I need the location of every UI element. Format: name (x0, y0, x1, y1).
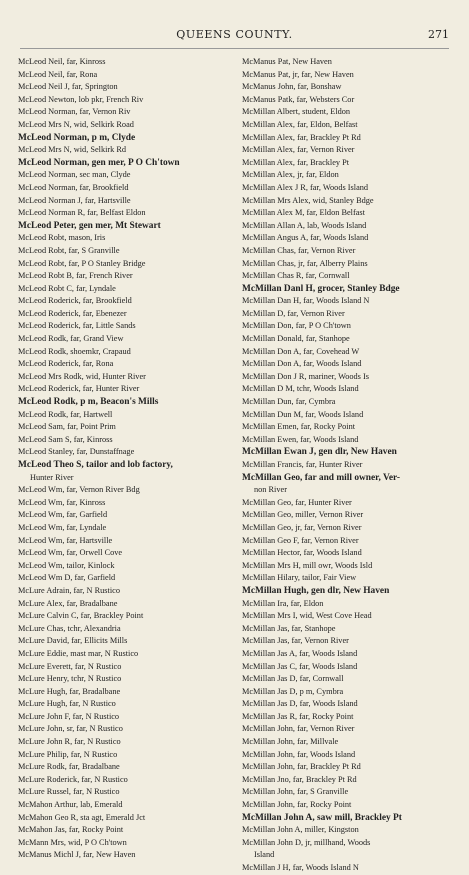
directory-entry: McLeod Stanley, far, Dunstaffnage (18, 447, 135, 457)
directory-entry: McLeod Rodk, shoemkr, Crapaud (18, 346, 131, 356)
directory-entry: McMillan Alex M, far, Eldon Belfast (242, 208, 365, 218)
directory-entry: Island (254, 850, 275, 860)
directory-entry: McMillan Geo, far, Hunter River (242, 497, 352, 507)
directory-entry: McMillan Geo, miller, Vernon River (242, 510, 364, 520)
directory-entry: McLeod Rodk, far, Hartwell (18, 409, 113, 419)
directory-entry: McMillan Ira, far, Eldon (242, 598, 324, 608)
directory-entry: McMillan Chas R, far, Cornwall (242, 271, 350, 281)
directory-entry: McMillan Emen, far, Rocky Point (242, 422, 356, 432)
directory-entry: McLeod Sam S, far, Kinross (18, 434, 113, 444)
directory-entry: McLure David, far, Ellicits Mills (18, 636, 128, 646)
directory-entry: McMillan Jas, far, Stanhope (242, 623, 336, 633)
directory-entry: McMillan Francis, far, Hunter River (242, 460, 363, 469)
directory-entry: McLure Eddie, mast mar, N Rustico (18, 648, 139, 658)
directory-entry: McLeod Norman, sec man, Clyde (18, 170, 131, 180)
directory-entry: McMillan Don, far, P O Ch'town (242, 321, 351, 331)
directory-entry: McLeod Wm, tailor, Kinlock (18, 560, 115, 570)
directory-entry: McMillan Jno, far, Brackley Pt Rd (242, 774, 357, 784)
directory-entry: McMillan Jas D, p m, Cymbra (242, 686, 344, 696)
directory-entry: McLeod Robt C, far, Lyndale (18, 283, 116, 293)
directory-entry: McMillan Geo, far and mill owner, Ver- (242, 472, 400, 483)
right-column (242, 56, 452, 875)
directory-entry: McLeod Robt, mason, Iris (18, 233, 106, 243)
directory-entry: McLure Hugh, far, N Rustico (18, 699, 116, 709)
directory-entry: McMillan Jas A, far, Woods Island (242, 648, 358, 658)
directory-entry: McLeod Wm, far, Garfield (18, 510, 108, 520)
directory-entry: McMillan Alex, far, Brackley Pt Rd (242, 132, 361, 142)
directory-entry: McLeod Norman, far, Vernon Riv (18, 107, 131, 117)
directory-entry: McLeod Roderick, far, Little Sands (18, 321, 136, 331)
directory-entry: McLure Russel, far, N Rustico (18, 787, 120, 797)
directory-entry: McMahon Arthur, lab, Emerald (18, 800, 123, 810)
directory-entry: McLeod Sam, far, Point Prim (18, 422, 116, 432)
directory-entry: McLeod Mrs N, wid, Selkirk Rd (18, 145, 127, 155)
directory-entry: McMillan Hector, far, Woods Island (242, 548, 362, 558)
directory-entry: McLeod Wm, far, Vernon River Bdg (18, 485, 140, 495)
directory-entry: McLeod Peter, gen mer, Mt Stewart (18, 220, 161, 231)
directory-entry: McMillan Don A, far, Woods Island (242, 359, 362, 369)
directory-entry: McMillan John D, jr, millhand, Woods (242, 837, 371, 847)
directory-entry: McLeod Neil, far, Kinross (18, 57, 106, 66)
directory-entry: McLeod Roderick, far, Rona (18, 359, 114, 369)
directory-entry: McLure Chas, tchr, Alexandria (18, 623, 121, 633)
left-column (18, 56, 231, 862)
directory-entry: McMillan Mrs I, wid, West Cove Head (242, 611, 372, 621)
directory-entry: McLeod Norman, p m, Clyde (18, 132, 136, 143)
directory-entry: McMillan Hugh, gen dlr, New Haven (242, 585, 390, 596)
directory-entry: McLeod Mrs N, wid, Selkirk Road (18, 119, 134, 129)
directory-entry: McMillan Alex, far, Eldon, Belfast (242, 119, 358, 129)
directory-entry: McMillan Mrs Alex, wid, Stanley Bdge (242, 195, 374, 205)
directory-entry: McLeod Wm, far, Lyndale (18, 522, 107, 532)
directory-entry: McLure John R, far, N Rustico (18, 737, 121, 747)
directory-entry: McMillan Chas, far, Vernon River (242, 245, 356, 255)
directory-entry: McMillan Angus A, far, Woods Island (242, 233, 369, 243)
directory-entry: McLure John F, far, N Rustico (18, 711, 120, 721)
directory-entry: McMillan Allan A, lab, Woods Island (242, 220, 367, 230)
directory-entry: McLeod Wm, far, Orwell Cove (18, 548, 123, 558)
directory-entry: McMillan Ewan J, gen dlr, New Haven (242, 447, 397, 458)
directory-entry: McMillan Dun M, far, Woods Island (242, 409, 364, 419)
page-number: 271 (428, 28, 449, 41)
directory-entry: McLeod Norman R, far, Belfast Eldon (18, 208, 146, 218)
directory-entry: McLure John, sr, far, N Rustico (18, 724, 123, 734)
directory-entry: McMillan Alex, far, Brackley Pt (242, 157, 350, 167)
directory-entry: McMillan Alex, jr, far, Eldon (242, 170, 339, 180)
header-rule (20, 48, 449, 49)
directory-entry: McMillan John, far, S Granville (242, 787, 349, 797)
directory-entry: McLeod Rodk, p m, Beacon's Mills (18, 397, 159, 408)
directory-entry: McMillan Mrs H, mill owr, Woods Isld (242, 560, 373, 570)
directory-entry: McLure Henry, tchr, N Rustico (18, 674, 122, 684)
directory-entry: McManus Pat, New Haven (242, 57, 332, 66)
directory-entry: McMillan Hilary, tailor, Fair View (242, 573, 357, 583)
directory-entry: McLeod Robt, far, S Granville (18, 245, 120, 255)
directory-entry: McMillan Dun, far, Cymbra (242, 397, 336, 407)
directory-entry: McLeod Robt B, far, French River (18, 271, 133, 281)
directory-entry: McMillan Jas D, far, Cornwall (242, 674, 344, 684)
directory-entry: McMillan Jas D, far, Woods Island (242, 699, 358, 709)
directory-entry: McLure Philip, far, N Rustico (18, 749, 118, 759)
directory-entry: McMillan Albert, student, Eldon (242, 107, 351, 117)
directory-entry: McLeod Robt, far, P O Stanley Bridge (18, 258, 146, 268)
directory-entry: McLeod Norman, far, Brookfield (18, 182, 129, 192)
page-title: QUEENS COUNTY. (176, 28, 293, 41)
directory-entry: McMillan John, far, Vernon River (242, 724, 355, 734)
directory-entry: McLeod Newton, lob pkr, French Riv (18, 94, 144, 104)
directory-entry: McLure Hugh, far, Bradalbane (18, 686, 121, 696)
directory-entry: McMillan Don A, far, Covehead W (242, 346, 360, 356)
directory-entry: McMahon Jas, far, Rocky Point (18, 825, 124, 835)
directory-entry: McLure Adrain, far, N Rustico (18, 585, 120, 595)
directory-entry: McMillan Ewen, far, Woods Island (242, 434, 359, 444)
directory-entry: McMillan John, far, Woods Island (242, 749, 356, 759)
directory-entry: McMillan Dan H, far, Woods Island N (242, 296, 370, 306)
directory-entry: McMillan John, far, Rocky Point (242, 800, 352, 810)
directory-entry: McLeod Mrs Rodk, wid, Hunter River (18, 371, 146, 381)
directory-entry: McMillan D, far, Vernon River (242, 308, 345, 318)
directory-entry: McMillan Alex J R, far, Woods Island (242, 182, 369, 192)
directory-entry: McMillan Jas, far, Vernon River (242, 636, 349, 646)
directory-entry: McLure Everett, far, N Rustico (18, 661, 122, 671)
directory-entry: McLure Calvin C, far, Brackley Point (18, 611, 144, 621)
directory-entry: McLure Roderick, far, N Rustico (18, 774, 128, 784)
directory-entry: McMillan J H, far, Woods Island N (242, 863, 359, 872)
directory-entry: McMillan Chas, jr, far, Alberry Plains (242, 258, 368, 268)
page-header (20, 28, 449, 42)
directory-entry: McLure Alex, far, Bradalbane (18, 598, 118, 608)
directory-entry: McLeod Wm D, far, Garfield (18, 573, 116, 583)
directory-entry: McMann Mrs, wid, P O Ch'town (18, 837, 127, 847)
directory-entry: McMillan Don J R, mariner, Woods Is (242, 371, 369, 381)
directory-entry: non River (254, 485, 287, 495)
directory-entry: McManus Patk, far, Websters Cor (242, 94, 355, 104)
directory-entry: McMillan Danl H, grocer, Stanley Bdge (242, 283, 400, 294)
directory-entry: McMillan Jas R, far, Rocky Point (242, 711, 354, 721)
directory-entry: McLeod Wm, far, Kinross (18, 497, 106, 507)
directory-entry: McMillan John, far, Millvale (242, 737, 339, 747)
directory-entry: McMillan Alex, far, Vernon River (242, 145, 355, 155)
directory-entry: McLeod Neil J, far, Springton (18, 82, 118, 92)
directory-entry: Hunter River (30, 472, 74, 482)
directory-entry: McMahon Geo R, sta agt, Emerald Jct (18, 812, 146, 822)
directory-entry: McMillan John A, saw mill, Brackley Pt (242, 812, 402, 823)
directory-entry: McLeod Neil, far, Rona (18, 69, 98, 79)
directory-entry: McLeod Norman, gen mer, P O Ch'town (18, 157, 180, 168)
directory-entry: McLeod Theo S, tailor and lob factory, (18, 460, 173, 470)
directory-entry: McManus Michl J, far, New Haven (18, 850, 136, 860)
directory-entry: McMillan Donald, far, Stanhope (242, 334, 350, 344)
directory-entry: McMillan D M, tchr, Woods Island (242, 384, 359, 394)
directory-entry: McMillan John, far, Brackley Pt Rd (242, 762, 361, 772)
directory-entry: McLeod Roderick, far, Brookfield (18, 296, 132, 306)
directory-entry: McMillan Geo F, far, Vernon River (242, 535, 359, 545)
directory-entry: McLeod Norman J, far, Hartsville (18, 195, 131, 205)
directory-entry: McMillan Geo, jr, far, Vernon River (242, 522, 362, 532)
directory-entry: McLeod Roderick, far, Hunter River (18, 384, 140, 394)
directory-entry: McManus John, far, Bonshaw (242, 82, 342, 92)
directory-entry: McManus Pat, jr, far, New Haven (242, 69, 354, 79)
directory-entry: McLeod Wm, far, Hartsville (18, 535, 113, 545)
directory-entry: McLure Rodk, far, Bradalbane (18, 762, 120, 772)
directory-entry: McMillan John A, miller, Kingston (242, 825, 359, 835)
directory-entry: McLeod Roderick, far, Ebenezer (18, 308, 127, 318)
directory-entry: McLeod Rodk, far, Grand View (18, 334, 124, 344)
directory-entry: McMillan Jas C, far, Woods Island (242, 661, 358, 671)
